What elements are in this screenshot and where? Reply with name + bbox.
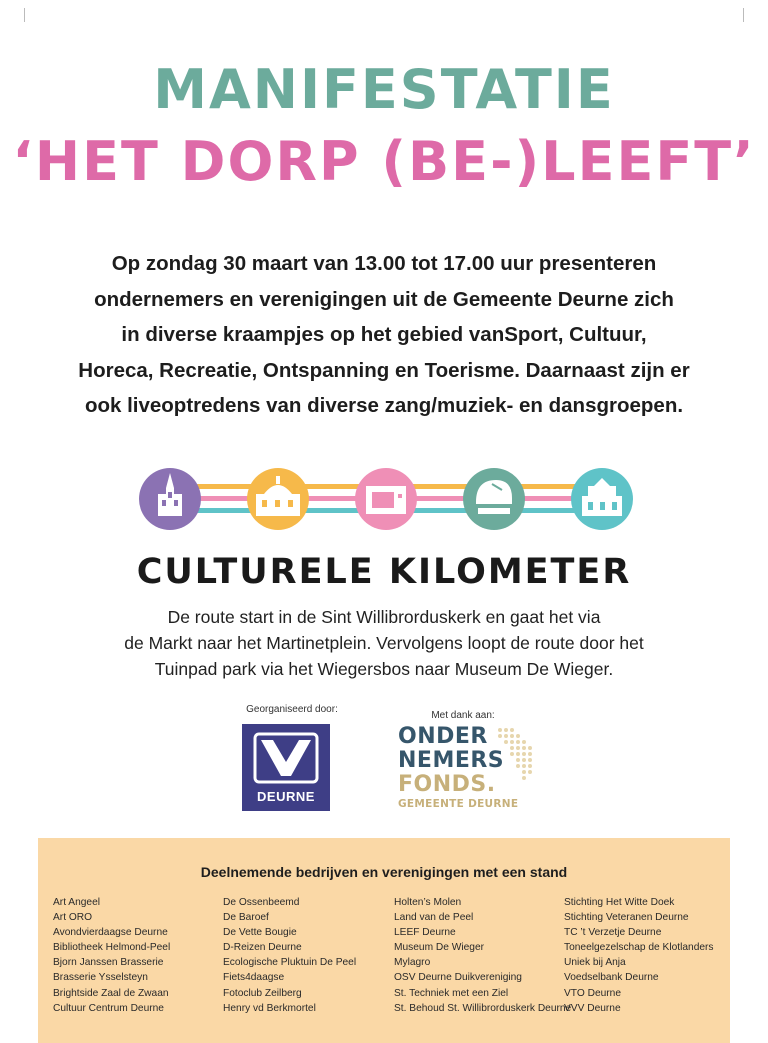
- participant-item: Voedselbank Deurne: [564, 972, 659, 984]
- participant-item: De Ossenbeemd: [223, 897, 300, 908]
- participant-item: St. Techniek met een Ziel: [394, 987, 509, 999]
- participant-item: Ecologische Pluktuin De Peel: [223, 957, 357, 969]
- route-graphic: [136, 464, 636, 534]
- participant-item: Uniek bij Anja: [564, 957, 626, 969]
- participant-item: Bjorn Janssen Brasserie: [53, 957, 164, 969]
- participants-column-3: [394, 895, 571, 1016]
- participant-item: Henry vd Berkmortel: [223, 1002, 316, 1014]
- participant-item: De Baroef: [223, 912, 269, 924]
- title-het-dorp-beleeft: ‘HET DORP (BE-)LEEFT’: [12, 130, 756, 193]
- participant-item: D-Reizen Deurne: [223, 942, 302, 954]
- participant-item: VVV Deurne: [564, 1002, 621, 1014]
- participant-item: LEEF Deurne: [394, 927, 456, 939]
- organized-by-label: Georganiseerd door:: [246, 704, 338, 715]
- vvv-deurne-logo: [242, 724, 330, 811]
- building-icon: [247, 468, 309, 530]
- participant-item: Stichting Veteranen Deurne: [564, 912, 689, 924]
- helmet-icon: [463, 468, 525, 530]
- participants-column-4: [564, 895, 714, 1016]
- museum-icon: [571, 468, 633, 530]
- participant-item: De Vette Bougie: [223, 927, 297, 939]
- participant-item: Art Angeel: [53, 897, 101, 908]
- frame-icon: [355, 468, 417, 530]
- participant-item: Art ORO: [53, 912, 93, 924]
- participant-item: Brasserie Ysselsteyn: [53, 972, 148, 984]
- fonds-logo-line: FONDS.: [398, 772, 496, 797]
- participant-item: Avondvierdaagse Deurne: [53, 927, 168, 939]
- intro-text: [40, 246, 728, 424]
- participant-item: Stichting Het Witte Doek: [564, 897, 675, 908]
- crop-mark-right: [743, 8, 758, 22]
- participants-title: Deelnemende bedrijven en verenigingen met een stand: [200, 864, 568, 880]
- participant-item: Mylagro: [394, 957, 431, 969]
- fonds-logo-line: ONDER: [398, 724, 488, 749]
- intro-line: Horeca, Recreatie, Ontspanning en Toerisme. Daarnaast zijn er: [78, 358, 690, 382]
- title-manifestatie: MANIFESTATIE: [153, 58, 615, 121]
- intro-line: in diverse kraampjes op het gebied vanSport, Cultuur,: [121, 323, 647, 346]
- intro-line: Op zondag 30 maart van 13.00 tot 17.00 uur presenteren: [111, 252, 657, 275]
- participant-item: Museum De Wieger: [394, 942, 485, 954]
- crop-mark-left: [10, 8, 25, 22]
- participant-item: Brightside Zaal de Zwaan: [53, 987, 169, 999]
- vvv-emblem-icon: [253, 732, 319, 784]
- participants-panel: [38, 838, 730, 1043]
- vvv-logo-text: DEURNE: [257, 789, 315, 804]
- intro-line: ook liveoptredens van diverse zang/muziek- en dansgroepen.: [84, 394, 684, 417]
- participant-item: Holten’s Molen: [394, 897, 462, 908]
- dotted-map-icon: [490, 724, 534, 786]
- intro-line: ondernemers en verenigingen uit de Gemeente Deurne zich: [94, 287, 674, 311]
- culturele-kilometer-title: CULTURELE KILOMETER: [136, 552, 632, 592]
- participants-column-1: [53, 895, 170, 1016]
- participant-item: Land van de Peel: [394, 912, 474, 924]
- participant-item: Toneelgezelschap de Klotlanders: [564, 942, 714, 954]
- church-icon: [139, 468, 201, 530]
- participant-item: VTO Deurne: [564, 987, 622, 999]
- route-line: de Markt naar het Martinetplein. Vervolgens loopt de route door het: [124, 633, 644, 653]
- participant-item: OSV Deurne Duikvereniging: [394, 972, 522, 984]
- route-description: [70, 604, 698, 682]
- participant-item: St. Behoud St. Willibrorduskerk Deurne: [394, 1002, 572, 1014]
- fonds-logo-line: GEMEENTE DEURNE: [398, 798, 519, 810]
- participants-column-2: [223, 895, 356, 1016]
- ondernemersfonds-logo: [398, 724, 538, 816]
- participant-item: Bibliotheek Helmond-Peel: [53, 942, 171, 954]
- participant-item: Cultuur Centrum Deurne: [53, 1002, 164, 1014]
- participant-item: TC ’t Verzetje Deurne: [564, 927, 662, 939]
- fonds-logo-line: NEMERS: [398, 748, 505, 773]
- route-line: Tuinpad park via het Wiegersbos naar Museum De Wieger.: [154, 659, 614, 679]
- participant-item: Fotoclub Zeilberg: [223, 987, 302, 999]
- route-line: De route start in de Sint Willibrorduskerk en gaat het via: [167, 607, 601, 627]
- thanks-label: Met dank aan:: [431, 710, 495, 721]
- participant-item: Fiets4daagse: [223, 972, 285, 984]
